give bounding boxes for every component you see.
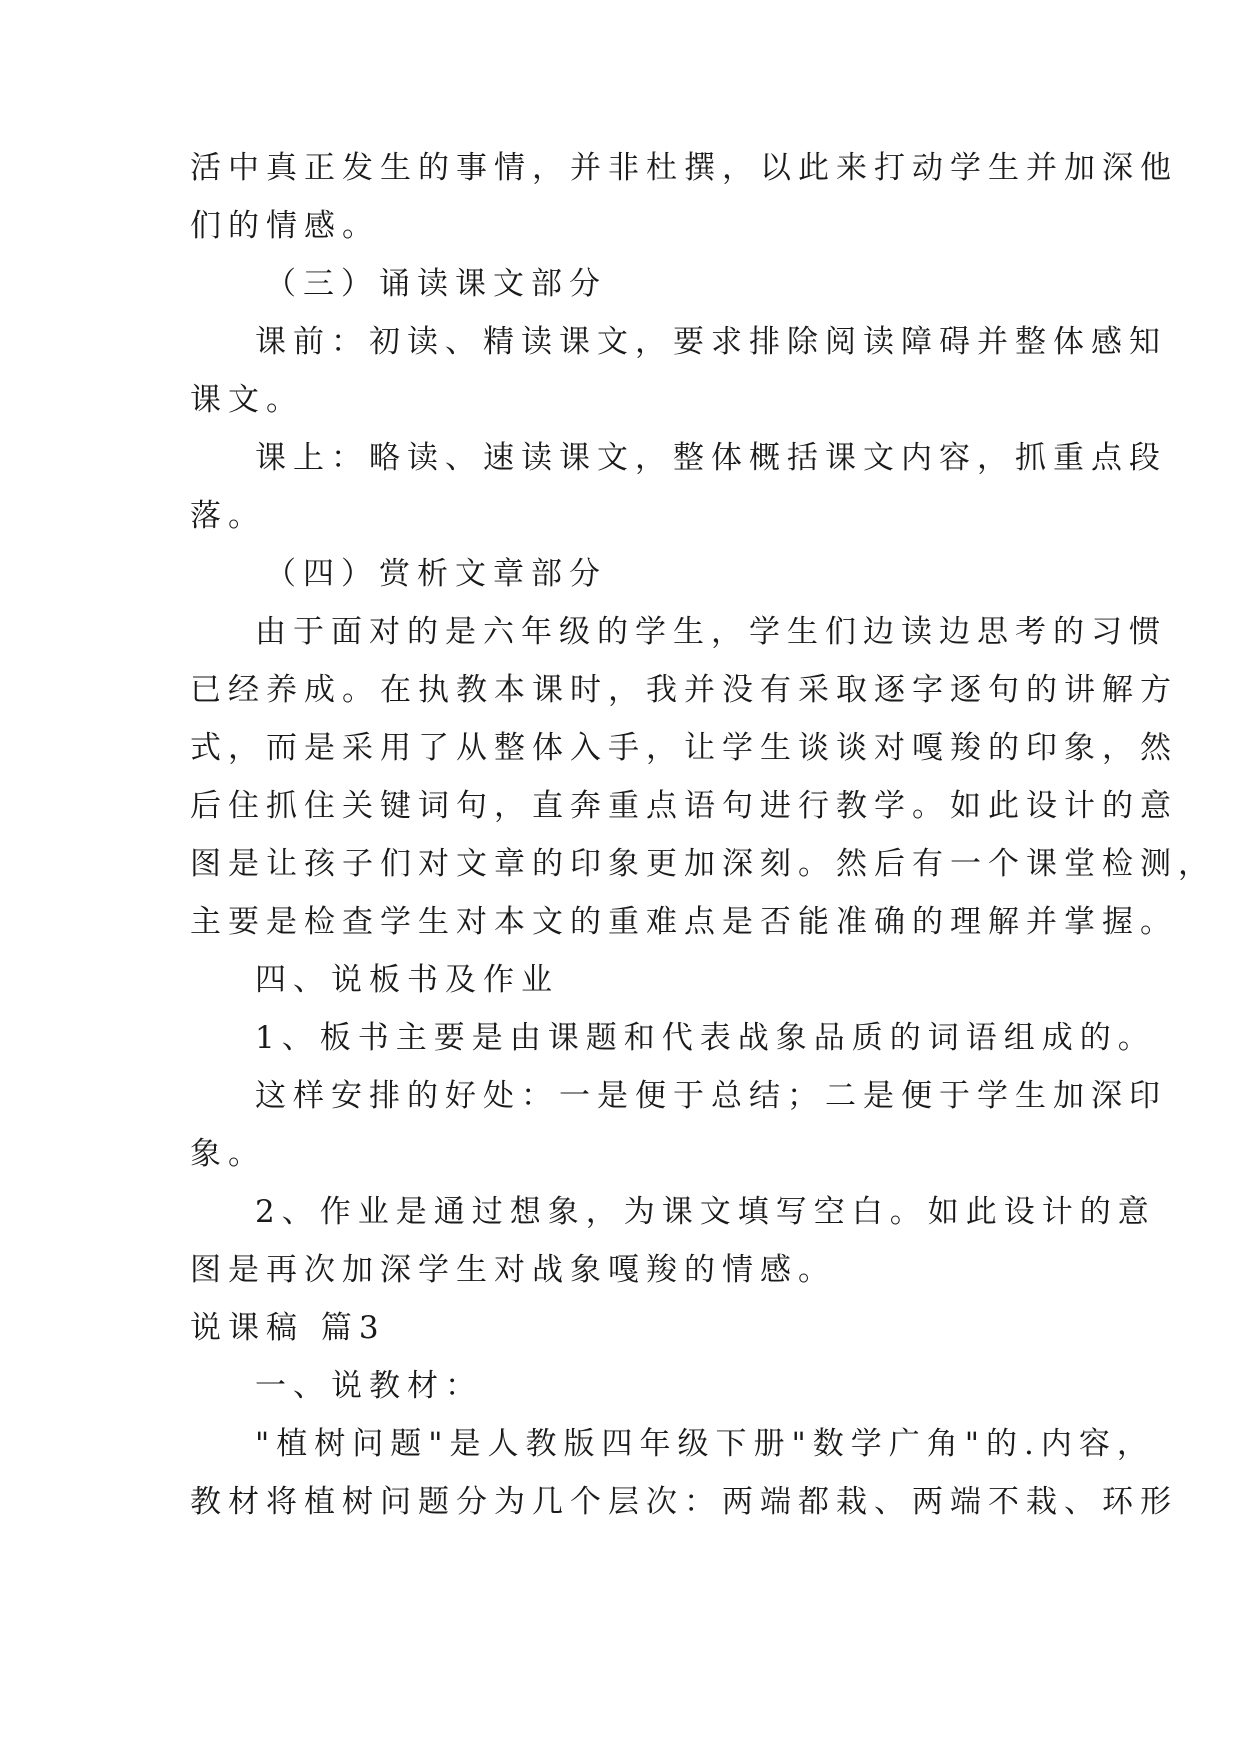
paragraph-line: 1、板书主要是由课题和代表战象品质的词语组成的。 — [255, 1020, 1156, 1056]
paragraph-line: "植树问题"是人教版四年级下册"数学广角"的.内容， — [255, 1426, 1155, 1462]
paragraph-line: 象。 — [190, 1136, 266, 1172]
paragraph-line: 主要是检查学生对本文的重难点是否能准确的理解并掌握。 — [190, 904, 1178, 940]
paragraph-line: 落。 — [190, 498, 266, 534]
paragraph-line: 教材将植树问题分为几个层次：两端都栽、两端不栽、环形 — [190, 1484, 1178, 1520]
paragraph-line: 课文。 — [190, 382, 304, 418]
paragraph-line: 活中真正发生的事情，并非杜撰，以此来打动学生并加深他 — [190, 150, 1178, 186]
paragraph-line: 图是让孩子们对文章的印象更加深刻。然后有一个课堂检测， — [190, 846, 1216, 882]
paragraph-line: 这样安排的好处：一是便于总结；二是便于学生加深印 — [255, 1078, 1167, 1114]
paragraph-line: 已经养成。在执教本课时，我并没有采取逐字逐句的讲解方 — [190, 672, 1178, 708]
section-heading: 四、说板书及作业 — [255, 962, 559, 998]
paragraph-line: 2、作业是通过想象，为课文填写空白。如此设计的意 — [255, 1194, 1156, 1230]
section-heading: （三）诵读课文部分 — [265, 266, 607, 302]
section-heading: （四）赏析文章部分 — [265, 556, 607, 592]
paragraph-line: 由于面对的是六年级的学生，学生们边读边思考的习惯 — [255, 614, 1167, 650]
paragraph-line: 课前：初读、精读课文，要求排除阅读障碍并整体感知 — [255, 324, 1167, 360]
article-title: 说课稿 篇3 — [190, 1310, 386, 1346]
paragraph-line: 式，而是采用了从整体入手，让学生谈谈对嘎羧的印象，然 — [190, 730, 1178, 766]
paragraph-line: 后住抓住关键词句，直奔重点语句进行教学。如此设计的意 — [190, 788, 1178, 824]
paragraph-line: 们的情感。 — [190, 208, 380, 244]
paragraph-line: 图是再次加深学生对战象嘎羧的情感。 — [190, 1252, 836, 1288]
section-heading: 一、说教材： — [255, 1368, 483, 1404]
paragraph-line: 课上：略读、速读课文，整体概括课文内容，抓重点段 — [255, 440, 1167, 476]
